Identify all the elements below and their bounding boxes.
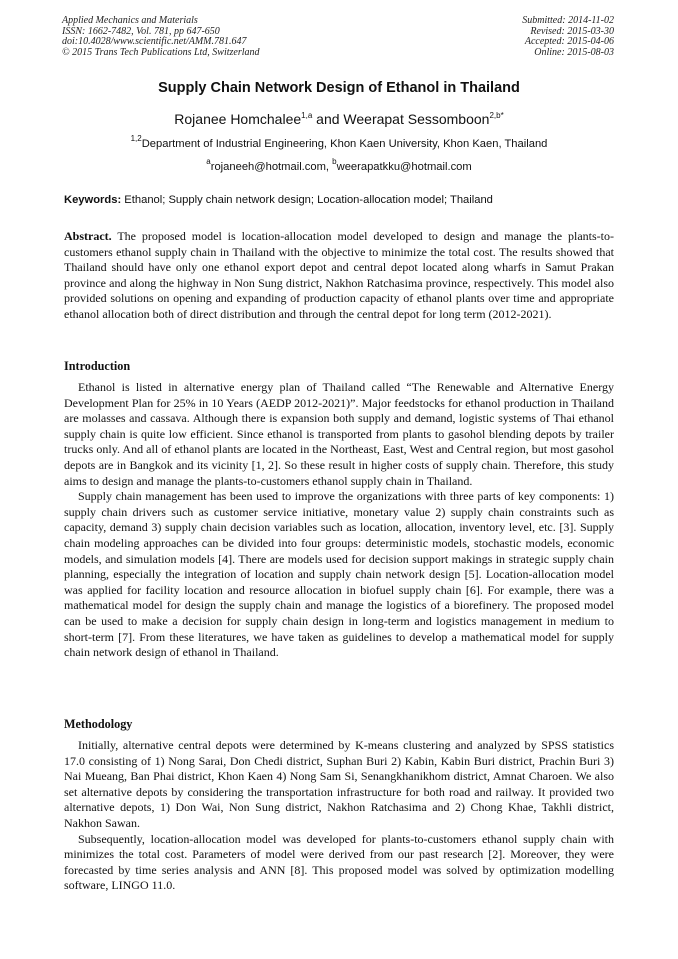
keywords-text: Ethanol; Supply chain network design; Location-allocation model; Thailand xyxy=(121,194,493,206)
keywords xyxy=(64,194,616,206)
abstract-label: Abstract. xyxy=(64,229,112,243)
email-link[interactable]: weerapatkku@hotmail.com xyxy=(336,161,472,173)
body-paragraph: Ethanol is listed in alternative energy plan of Thailand called “The Renewable and Alternative Energy Development Plan for 25% in 10 Years (AEDP 2012-2021)”. Major feedstocks for ethanol production in Thailand are molasses and cassava. Although there is expansion both supply and demand, logistic systems of Thai ethanol supply chain is quite low efficient. Since ethanol is transported from plants to gasohol blending depots by trailer trucks only. And all of ethanol plants are located in the Northeast, East, West and Central region, but most gasohol depots are in Bangkok and its vicinity [1, 2]. So these result in higher costs of supply chain. Therefore, this study aims to design and manage the plants-to-customers ethanol supply chain in Thailand. xyxy=(64,380,614,488)
journal-copyright: © 2015 Trans Tech Publications Ltd, Switzerland xyxy=(62,46,260,58)
author-name: Weerapat Sessomboon xyxy=(343,111,490,127)
affiliation-superscript: 1,2 xyxy=(130,134,142,143)
body-paragraph: Supply chain management has been used to improve the organizations with three parts of key components: 1) supply chain drivers such as customer service initiative, monetary value 2) supply chain constraints such as capacity, demand 3) supply chain decision variables such as location, allocation, inventory level, etc. [3]. Supply chain modeling approaches can be divided into four groups: deterministic models, stochastic models, economic models, and simulation models [4]. There are models used for decision support makings in strategic supply chain planning, especially the integration of location and supply chain network design [5]. Location-allocation model was applied for facility location and resource allocation in biofuel supply chain [6]. For example, there was a mathematical model for design the supply chain and manage the logistics of a biorefinery. The proposed model can be used to make a decision for supply chain design in long-term and logistics management in medium to short-term [7]. From these literatures, we have taken as guidelines to develop a mathematical model for supply chain network design of ethanol in Thailand. xyxy=(64,489,614,660)
email-superscript: b xyxy=(332,157,337,166)
author-emails xyxy=(0,157,678,173)
author-superscript: 1,a xyxy=(301,111,313,120)
journal-header xyxy=(62,16,260,58)
abstract xyxy=(64,229,614,323)
date-submitted: Submitted: 2014-11-02 xyxy=(522,15,614,26)
email-superscript: a xyxy=(206,157,211,166)
author-conjunction: and xyxy=(312,111,344,127)
email-link[interactable]: rojaneeh@hotmail.com, xyxy=(210,161,333,173)
date-accepted: Accepted: 2015-04-06 xyxy=(524,36,614,48)
author-superscript: 2,b* xyxy=(489,111,504,120)
journal-issn: ISSN: 1662-7482, Vol. 781, pp 647-650 xyxy=(62,25,220,37)
section-heading-methodology: Methodology xyxy=(64,717,133,731)
body-paragraph: Subsequently, location-allocation model was developed for plants-to-customers ethanol supply chain with minimizes the total cost. Parameters of model were derived from our past research [2]. Moreover, they were forecasted by time series analysis and ANN [8]. This proposed model was solved by optimization modelling software, LINGO 11.0. xyxy=(64,831,614,893)
author-name: Rojanee Homchalee xyxy=(174,111,302,127)
introduction-section xyxy=(64,380,614,661)
dates-header xyxy=(522,16,614,58)
abstract-paragraph xyxy=(64,229,614,323)
author-list xyxy=(0,111,678,127)
section-heading-introduction: Introduction xyxy=(64,359,131,373)
journal-name: Applied Mechanics and Materials xyxy=(62,15,198,26)
keywords-label: Keywords: xyxy=(64,194,122,206)
date-revised: Revised: 2015-03-30 xyxy=(530,25,614,37)
body-paragraph: Initially, alternative central depots were determined by K-means clustering and analyzed by SPSS statistics 17.0 consisting of 1) Nong Sarai, Don Chedi district, Suphan Buri 2) Kabin, Kabin Buri district, Prachin Buri 3) Nai Mueang, Ban Phai district, Khon Kaen 4) Nong Sam Si, Senangkhanikhom district, Amnat Charoen. We also set alternative depots by considering the transportation infrastructure for both road and railway. It provided two alternative depots, 1) Don Wai, Non Sung district, Nakhon Ratchasima and 2) Chong Khae, Takhli district, Nakhon Sawan. xyxy=(64,738,614,830)
affiliation xyxy=(0,134,678,150)
date-online: Online: 2015-08-03 xyxy=(534,46,614,58)
journal-doi: doi:10.4028/www.scientific.net/AMM.781.647 xyxy=(62,36,247,48)
affiliation-text: Department of Industrial Engineering, Khon Kaen University, Khon Kaen, Thailand xyxy=(141,138,548,150)
abstract-text: The proposed model is location-allocation model developed to design and manage the plants-to-customers ethanol supply chain in Thailand with the objective to minimize the total cost. The results showed that Thailand should have only one ethanol export depot and central depot located along wharfs in Samut Prakan province and along the highway in Non Sung district, Nakhon Ratchasima province, respectively. This model also provided solutions on opening and expanding of production capacity of ethanol plants over time and appropriate ethanol allocation both of direct distribution and through the central depot for long term (2012-2021). xyxy=(64,229,614,321)
paper-title: Supply Chain Network Design of Ethanol in Thailand xyxy=(158,80,520,96)
methodology-section xyxy=(64,738,614,894)
